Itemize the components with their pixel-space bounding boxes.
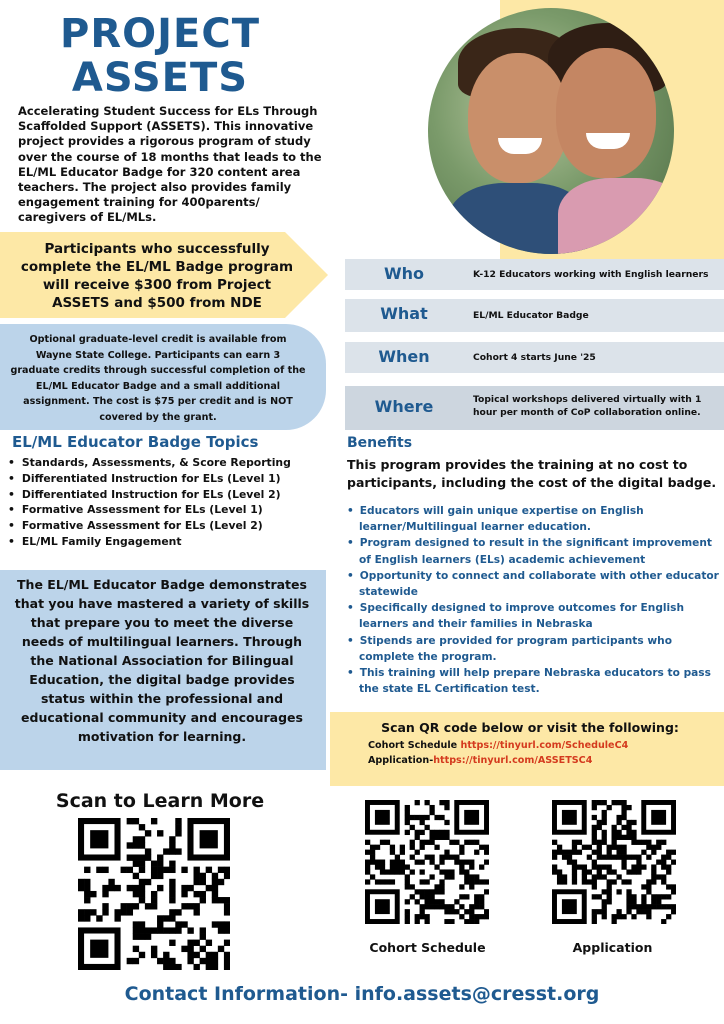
cohort-link-line bbox=[368, 740, 628, 751]
detail-value-who: K-12 Educators working with English learners bbox=[473, 269, 709, 280]
detail-value-when: Cohort 4 starts June '25 bbox=[473, 352, 596, 363]
students-photo bbox=[428, 8, 674, 254]
page-title bbox=[20, 12, 300, 100]
benefits-intro: This program provides the training at no cost to participants, including the cost of the digital badge. bbox=[347, 457, 717, 490]
detail-value-what: EL/ML Educator Badge bbox=[473, 310, 589, 321]
qr-code-application[interactable] bbox=[552, 800, 676, 924]
credit-text: Optional graduate-level credit is available from Wayne State College. Participants can earn 3 graduate credits through successful completion of the EL/ML Educator Badge and a small additional assignment. The cost is $75 per credit and is NOT covered by the grant. bbox=[10, 334, 306, 423]
list-item: • Standards, Assessments, & Score Reporting bbox=[8, 455, 308, 471]
qr-caption-application: Application bbox=[572, 940, 653, 955]
qr-code-learn-more[interactable] bbox=[78, 818, 230, 970]
detail-row-when bbox=[345, 342, 724, 373]
list-item: • Formative Assessment for ELs (Level 1) bbox=[8, 502, 308, 518]
list-item: • Differentiated Instruction for ELs (Level 1) bbox=[8, 471, 308, 487]
list-item: • Formative Assessment for ELs (Level 2) bbox=[8, 518, 308, 534]
benefits-list bbox=[347, 503, 724, 697]
detail-label-what: What bbox=[380, 304, 428, 323]
application-link[interactable]: https://tinyurl.com/ASSETSC4 bbox=[433, 755, 593, 766]
title-line-2: ASSETS bbox=[71, 55, 249, 101]
detail-row-where bbox=[345, 386, 724, 430]
scan-heading: Scan to Learn More bbox=[55, 790, 265, 812]
detail-row-who bbox=[345, 259, 724, 290]
qr-code-cohort-schedule[interactable] bbox=[365, 800, 489, 924]
list-item: • Stipends are provided for program participants who complete the program. bbox=[347, 633, 724, 665]
qr-info-heading: Scan QR code below or visit the following: bbox=[381, 720, 679, 735]
list-item: • Differentiated Instruction for ELs (Level 2) bbox=[8, 487, 308, 503]
list-item: • Program designed to result in the significant improvement of English learners (ELs) academic achievement bbox=[347, 535, 724, 567]
stipend-text: Participants who successfully complete the EL/ML Badge program will receive $300 from Project ASSETS and $500 from NDE bbox=[20, 241, 294, 311]
application-link-label: Application- bbox=[368, 755, 434, 766]
list-item: • EL/ML Family Engagement bbox=[8, 534, 308, 550]
list-item: • This training will help prepare Nebraska educators to pass the state EL Certification test. bbox=[347, 665, 724, 697]
topics-heading: EL/ML Educator Badge Topics bbox=[12, 433, 259, 451]
detail-value-where: Topical workshops delivered virtually with 1 hour per month of CoP collaboration online. bbox=[473, 394, 702, 418]
title-line-1: PROJECT bbox=[60, 11, 260, 57]
qr-caption-cohort: Cohort Schedule bbox=[369, 940, 486, 955]
intro-paragraph: Accelerating Student Success for ELs Through Scaffolded Support (ASSETS). This innovative project provides a rigorous program of study over the course of 18 months that leads to the EL/ML Educator Badge for 320 content area teachers. The project also provides family engagement training for 400parents/ caregivers of EL/MLs. bbox=[18, 104, 322, 225]
application-link-line bbox=[368, 755, 592, 766]
list-item: • Specifically designed to improve outcomes for English learners and their families in Nebraska bbox=[347, 600, 724, 632]
detail-label-when: When bbox=[378, 347, 430, 366]
detail-label-where: Where bbox=[374, 397, 434, 416]
cohort-link-label: Cohort Schedule bbox=[368, 740, 461, 751]
list-item: • Educators will gain unique expertise on English learner/Multilingual learner education. bbox=[347, 503, 724, 535]
benefits-heading: Benefits bbox=[347, 435, 413, 451]
contact-information[interactable]: Contact Information- info.assets@cresst.org bbox=[124, 983, 600, 1005]
detail-label-who: Who bbox=[383, 264, 425, 283]
list-item: • Opportunity to connect and collaborate with other educator statewide bbox=[347, 568, 724, 600]
detail-row-what bbox=[345, 299, 724, 332]
cohort-schedule-link[interactable]: https://tinyurl.com/ScheduleC4 bbox=[460, 740, 629, 751]
topics-list bbox=[8, 455, 308, 550]
badge-description: The EL/ML Educator Badge demonstrates that you have mastered a variety of skills that prepare you to meet the diverse needs of multilingual learners. Through the National Association for Bilingual Education, the digital badge provides status within the professional and educational community and encourages motivation for learning. bbox=[14, 577, 310, 744]
